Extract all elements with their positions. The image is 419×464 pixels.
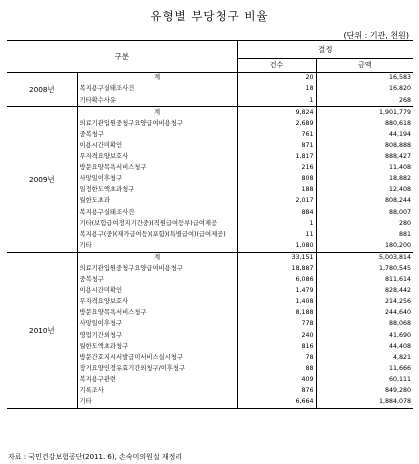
amount-cell: 88,007 bbox=[388, 208, 411, 216]
amount-cell: 11,408 bbox=[388, 164, 411, 172]
item-label: 복지용구실태조사건 bbox=[77, 84, 237, 95]
count-cell: 1,817 bbox=[237, 152, 316, 163]
total-row bbox=[7, 73, 413, 85]
count-cell: 18 bbox=[237, 84, 316, 95]
amount-cell: 12,408 bbox=[388, 186, 411, 194]
count-cell: 1,408 bbox=[237, 297, 316, 308]
table-body bbox=[7, 73, 413, 409]
count-cell: 11 bbox=[237, 229, 316, 240]
amount-cell: 11,666 bbox=[388, 364, 411, 372]
count-cell: 188 bbox=[237, 185, 316, 196]
year-label: 2010년 bbox=[7, 252, 77, 408]
count-cell: 808 bbox=[237, 174, 316, 185]
amount-cell: 849,280 bbox=[384, 387, 411, 395]
item-label: 월한도액초과청구 bbox=[77, 341, 237, 352]
year-label: 2008년 bbox=[7, 73, 77, 107]
count-cell: 409 bbox=[237, 375, 316, 386]
item-label: 기타 bbox=[77, 397, 237, 409]
amount-cell: 808,244 bbox=[384, 197, 411, 205]
amount-cell: 811,614 bbox=[384, 276, 411, 284]
item-label: 기타(보험급여정지기간중)(직원급여등부)급여제공 bbox=[77, 218, 237, 229]
count-cell: 876 bbox=[237, 386, 316, 397]
amount-cell: 214,256 bbox=[384, 298, 411, 306]
item-label: 계 bbox=[77, 73, 237, 85]
total-row bbox=[7, 107, 413, 119]
item-label: 사망일이후청구 bbox=[77, 319, 237, 330]
count-cell: 33,151 bbox=[237, 252, 316, 264]
amount-cell: 881 bbox=[398, 230, 411, 238]
item-label: 방문요양목욕서비스청구 bbox=[77, 163, 237, 174]
amount-cell: 16,583 bbox=[316, 73, 413, 85]
item-label: 중복청구 bbox=[77, 129, 237, 140]
count-cell: 9,824 bbox=[237, 107, 316, 119]
header-count: 건수 bbox=[237, 59, 316, 73]
amount-cell: 1,884,078 bbox=[316, 397, 413, 409]
item-label: 중복청구 bbox=[77, 275, 237, 286]
amount-cell: 41,690 bbox=[388, 331, 411, 339]
claims-table bbox=[7, 40, 413, 409]
total-row bbox=[7, 252, 413, 264]
item-label: 월한도초과 bbox=[77, 196, 237, 207]
amount-cell: 180,200 bbox=[316, 240, 413, 252]
item-label: 계 bbox=[77, 252, 237, 264]
count-cell: 240 bbox=[237, 330, 316, 341]
item-label: 사망일이후청구 bbox=[77, 174, 237, 185]
count-cell: 8,188 bbox=[237, 308, 316, 319]
count-cell: 761 bbox=[237, 129, 316, 140]
amount-cell: 44,408 bbox=[388, 342, 411, 350]
count-cell: 18,887 bbox=[237, 264, 316, 275]
item-label: 방문간호지시서발급미서비스실시청구 bbox=[77, 352, 237, 363]
amount-cell: 280 bbox=[398, 219, 411, 227]
item-label: 기록조사 bbox=[77, 386, 237, 397]
amount-cell: 5,003,814 bbox=[316, 252, 413, 264]
table-title: 유형별 부당청구 비율 bbox=[150, 9, 269, 23]
amount-cell: 4,821 bbox=[392, 353, 411, 361]
amount-cell: 1,901,779 bbox=[316, 107, 413, 119]
amount-cell: 244,640 bbox=[384, 309, 411, 317]
count-cell: 816 bbox=[237, 341, 316, 352]
count-cell: 6,086 bbox=[237, 275, 316, 286]
count-cell: 6,664 bbox=[237, 397, 316, 409]
item-label: 영업기간외청구 bbox=[77, 330, 237, 341]
amount-cell: 88,068 bbox=[388, 320, 411, 328]
year-label: 2009년 bbox=[7, 107, 77, 252]
count-cell: 20 bbox=[237, 73, 316, 85]
amount-cell: 44,194 bbox=[388, 130, 411, 138]
count-cell: 78 bbox=[237, 352, 316, 363]
count-cell: 88 bbox=[237, 363, 316, 374]
amount-cell: 888,427 bbox=[384, 153, 411, 161]
count-cell: 871 bbox=[237, 141, 316, 152]
count-cell: 2,689 bbox=[237, 118, 316, 129]
item-label: 계 bbox=[77, 107, 237, 119]
item-label: 무자격요양보호사 bbox=[77, 152, 237, 163]
item-label: 의료기관입원중청구요양급여비용청구 bbox=[77, 118, 237, 129]
item-label: 복지용구관련 bbox=[77, 375, 237, 386]
amount-cell: 18,882 bbox=[388, 175, 411, 183]
unit-note: (단위 : 기관, 천원) bbox=[343, 31, 409, 40]
count-cell: 1,080 bbox=[237, 240, 316, 252]
header-group: 구분 bbox=[7, 41, 237, 73]
source-note: 자료 : 국민건강보험공단(2011. 6), 손숙미의원실 재정리 bbox=[8, 453, 183, 461]
item-label: 일정한도액초과청구 bbox=[77, 185, 237, 196]
amount-cell: 60,111 bbox=[388, 375, 411, 383]
amount-cell: 1,780,545 bbox=[378, 264, 411, 272]
count-cell: 1 bbox=[237, 95, 316, 107]
item-label: 복지용구실태조사건 bbox=[77, 207, 237, 218]
amount-cell: 880,618 bbox=[384, 119, 411, 127]
item-label: 복지용구(중)(재가급여등)(포함)(특별급여)(급여제공) bbox=[77, 229, 237, 240]
item-label: 이용시간미확인 bbox=[77, 141, 237, 152]
header-result: 결정 bbox=[237, 41, 413, 59]
item-label: 이용시간미확인 bbox=[77, 286, 237, 297]
count-cell: 1,479 bbox=[237, 286, 316, 297]
count-cell: 1 bbox=[237, 218, 316, 229]
header-amount: 금액 bbox=[316, 59, 413, 73]
count-cell: 884 bbox=[237, 207, 316, 218]
item-label: 기타확수사유 bbox=[77, 95, 237, 107]
item-label: 의료기관입원중청구요양급여비용청구 bbox=[77, 264, 237, 275]
count-cell: 2,017 bbox=[237, 196, 316, 207]
count-cell: 778 bbox=[237, 319, 316, 330]
count-cell: 216 bbox=[237, 163, 316, 174]
item-label: 기타 bbox=[77, 240, 237, 252]
amount-cell: 828,442 bbox=[384, 287, 411, 295]
item-label: 방문요양목욕서비스청구 bbox=[77, 308, 237, 319]
amount-cell: 808,888 bbox=[384, 141, 411, 149]
item-label: 무자격요양보호사 bbox=[77, 297, 237, 308]
item-label: 장기요양인정유효기간외청구/이후청구 bbox=[77, 363, 237, 374]
amount-cell: 268 bbox=[316, 95, 413, 107]
amount-cell: 16,820 bbox=[388, 85, 411, 93]
